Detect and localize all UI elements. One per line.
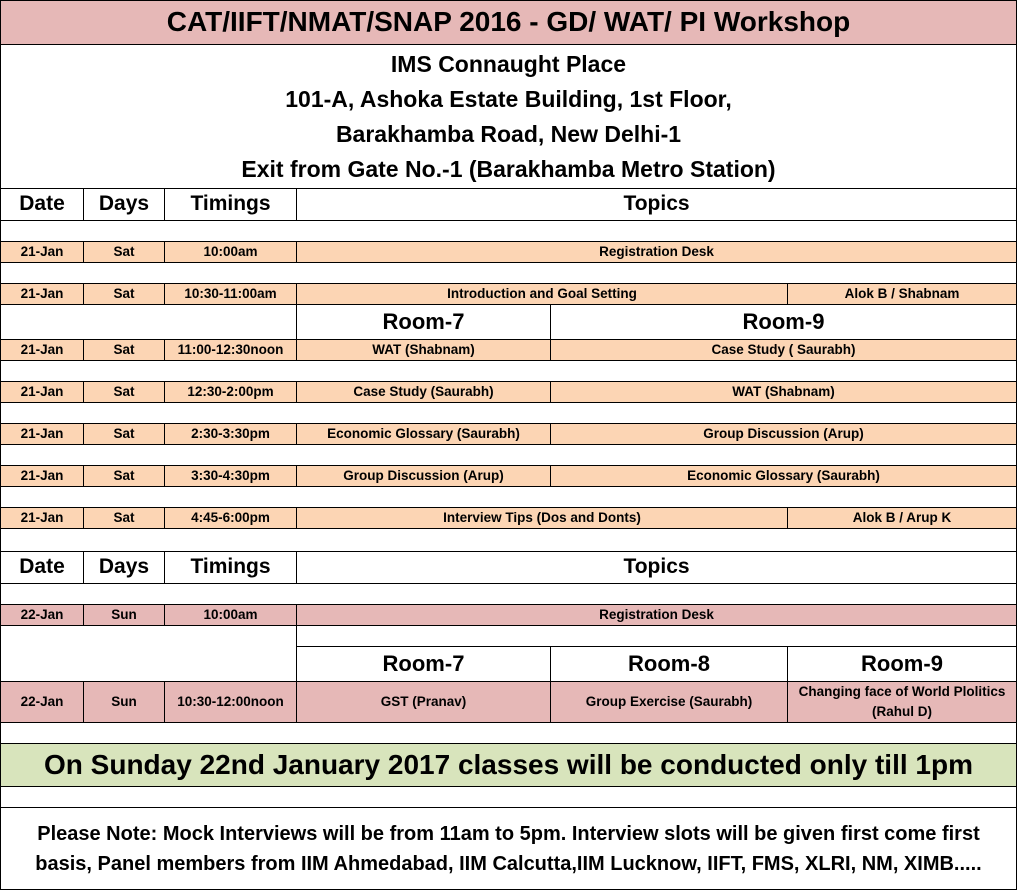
room-7-topic: Case Study (Saurabh) bbox=[296, 381, 551, 403]
spacer-row bbox=[0, 402, 1017, 424]
room-9-topic-line-2: (Rahul D) bbox=[872, 704, 932, 719]
room-7-topic: WAT (Shabnam) bbox=[296, 339, 551, 361]
address-line-1: IMS Connaught Place bbox=[390, 50, 627, 77]
header-days: Days bbox=[83, 188, 165, 221]
topic-cell: Interview Tips (Dos and Donts) bbox=[296, 507, 788, 529]
note-line-2: basis, Panel members from IIM Ahmedabad, IIM Calcutta,IIM Lucknow, IIFT, FMS, XLRI, NM, XIMB..... bbox=[35, 852, 982, 875]
day-cell: Sat bbox=[83, 507, 165, 529]
room-7-topic: Group Discussion (Arup) bbox=[296, 465, 551, 487]
spacer-row bbox=[0, 625, 297, 682]
day-cell: Sun bbox=[83, 604, 165, 626]
note-line-1: Please Note: Mock Interviews will be from 11am to 5pm. Interview slots will be given first come first bbox=[37, 822, 980, 845]
date-cell: 21-Jan bbox=[0, 507, 84, 529]
spacer-row bbox=[296, 625, 1017, 647]
day-cell: Sat bbox=[83, 465, 165, 487]
speaker-cell: Alok B / Shabnam bbox=[787, 283, 1017, 305]
room-9-topic bbox=[787, 681, 1017, 723]
sunday-notice-banner: On Sunday 22nd January 2017 classes will be conducted only till 1pm bbox=[0, 743, 1017, 787]
header-topics: Topics bbox=[296, 551, 1017, 584]
date-cell: 21-Jan bbox=[0, 423, 84, 445]
header-topics: Topics bbox=[296, 188, 1017, 221]
spacer-row bbox=[0, 486, 1017, 508]
header-days: Days bbox=[83, 551, 165, 584]
time-cell: 12:30-2:00pm bbox=[164, 381, 297, 403]
date-cell: 21-Jan bbox=[0, 465, 84, 487]
time-cell: 4:45-6:00pm bbox=[164, 507, 297, 529]
time-cell: 3:30-4:30pm bbox=[164, 465, 297, 487]
address-line-2: 101-A, Ashoka Estate Building, 1st Floor, bbox=[285, 85, 732, 112]
date-cell: 21-Jan bbox=[0, 283, 84, 305]
spacer-row bbox=[0, 360, 1017, 382]
day-cell: Sat bbox=[83, 381, 165, 403]
date-cell: 21-Jan bbox=[0, 241, 84, 263]
day-cell: Sat bbox=[83, 423, 165, 445]
day-cell: Sat bbox=[83, 283, 165, 305]
date-cell: 21-Jan bbox=[0, 339, 84, 361]
room-7-topic: Economic Glossary (Saurabh) bbox=[296, 423, 551, 445]
mock-interview-note bbox=[0, 807, 1017, 890]
room-9-topic: Group Discussion (Arup) bbox=[550, 423, 1017, 445]
room-7-header: Room-7 bbox=[296, 304, 551, 340]
topic-cell: Introduction and Goal Setting bbox=[296, 283, 788, 305]
day-cell: Sat bbox=[83, 241, 165, 263]
date-cell: 22-Jan bbox=[0, 681, 84, 723]
room-7-topic: GST (Pranav) bbox=[296, 681, 551, 723]
room-7-header: Room-7 bbox=[296, 646, 551, 682]
spacer-row bbox=[0, 786, 1017, 808]
day-cell: Sun bbox=[83, 681, 165, 723]
room-8-topic: Group Exercise (Saurabh) bbox=[550, 681, 788, 723]
header-date: Date bbox=[0, 551, 84, 584]
speaker-cell: Alok B / Arup K bbox=[787, 507, 1017, 529]
room-9-topic: Economic Glossary (Saurabh) bbox=[550, 465, 1017, 487]
time-cell: 10:30-11:00am bbox=[164, 283, 297, 305]
time-cell: 10:00am bbox=[164, 241, 297, 263]
room-9-topic: WAT (Shabnam) bbox=[550, 381, 1017, 403]
spacer-row bbox=[0, 262, 1017, 284]
header-timings: Timings bbox=[164, 551, 297, 584]
spacer-row bbox=[0, 220, 1017, 242]
time-cell: 10:00am bbox=[164, 604, 297, 626]
address-line-3: Barakhamba Road, New Delhi-1 bbox=[335, 120, 682, 147]
time-cell: 2:30-3:30pm bbox=[164, 423, 297, 445]
room-9-header: Room-9 bbox=[550, 304, 1017, 340]
spacer-row bbox=[0, 444, 1017, 466]
time-cell: 10:30-12:00noon bbox=[164, 681, 297, 723]
topic-cell: Registration Desk bbox=[296, 241, 1017, 263]
date-cell: 21-Jan bbox=[0, 381, 84, 403]
room-8-header: Room-8 bbox=[550, 646, 788, 682]
date-cell: 22-Jan bbox=[0, 604, 84, 626]
blank-cell bbox=[0, 304, 297, 340]
header-timings: Timings bbox=[164, 188, 297, 221]
room-9-topic: Case Study ( Saurabh) bbox=[550, 339, 1017, 361]
venue-address bbox=[0, 44, 1017, 189]
room-9-topic-line-1: Changing face of World Plolitics bbox=[798, 684, 1006, 699]
time-cell: 11:00-12:30noon bbox=[164, 339, 297, 361]
workshop-title: CAT/IIFT/NMAT/SNAP 2016 - GD/ WAT/ PI Workshop bbox=[0, 0, 1017, 45]
address-line-4: Exit from Gate No.-1 (Barakhamba Metro Station) bbox=[241, 155, 776, 182]
header-date: Date bbox=[0, 188, 84, 221]
topic-cell: Registration Desk bbox=[296, 604, 1017, 626]
spacer-row bbox=[0, 722, 1017, 744]
room-9-header: Room-9 bbox=[787, 646, 1017, 682]
spacer-row bbox=[0, 528, 1017, 552]
spacer-row bbox=[0, 583, 1017, 605]
day-cell: Sat bbox=[83, 339, 165, 361]
